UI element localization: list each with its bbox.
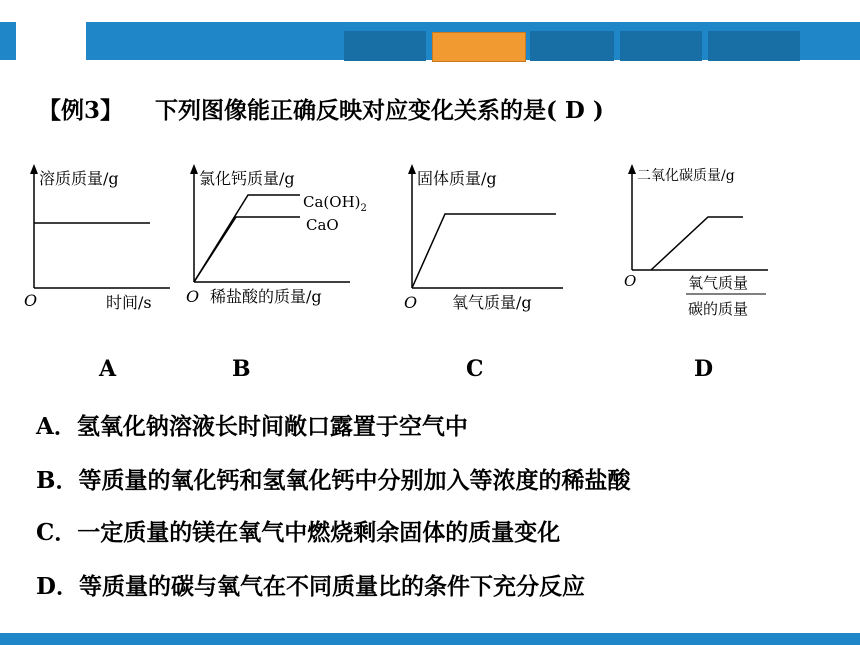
graph-a bbox=[20, 160, 180, 324]
graph-d-svg bbox=[618, 160, 788, 325]
origin-label: O bbox=[404, 293, 418, 312]
graph-d bbox=[618, 160, 788, 329]
question-text: 下列图像能正确反映对应变化关系的是( D ) bbox=[155, 97, 604, 124]
example-label: 【例3】 bbox=[38, 97, 124, 124]
y-axis-arrow bbox=[408, 164, 416, 174]
x-axis-label-numerator: 氧气质量 bbox=[688, 274, 749, 292]
graph-c-svg bbox=[398, 160, 573, 320]
option-d: D．等质量的碳与氧气在不同质量比的条件下充分反应 bbox=[36, 573, 585, 600]
x-axis-label: 时间/s bbox=[106, 293, 152, 312]
curve bbox=[412, 214, 556, 288]
option-c: C．一定质量的镁在氧气中燃烧剩余固体的质量变化 bbox=[36, 519, 561, 546]
header-tab-1[interactable] bbox=[344, 31, 426, 61]
y-axis-arrow bbox=[190, 164, 198, 174]
y-axis-label: 二氧化碳质量/g bbox=[637, 168, 735, 184]
curve-caoh2 bbox=[194, 195, 300, 282]
y-axis-label: 溶质质量/g bbox=[39, 169, 119, 188]
graph-b-svg bbox=[180, 160, 390, 320]
graph-a-svg bbox=[20, 160, 180, 320]
option-a: A．氢氧化钠溶液长时间敞口露置于空气中 bbox=[36, 413, 468, 440]
origin-label: O bbox=[186, 287, 200, 306]
graph-b bbox=[180, 160, 390, 324]
y-axis-arrow bbox=[628, 164, 636, 174]
x-axis-label-denominator: 碳的质量 bbox=[688, 300, 749, 318]
header-tab-2-active[interactable] bbox=[432, 32, 526, 62]
graph-letter-d: D bbox=[694, 356, 714, 382]
option-b: B．等质量的氧化钙和氢氧化钙中分别加入等浓度的稀盐酸 bbox=[36, 467, 631, 494]
x-axis-label: 稀盐酸的质量/g bbox=[210, 287, 322, 306]
curve-cao bbox=[194, 217, 300, 282]
header-tab-3[interactable] bbox=[530, 31, 614, 61]
origin-label: O bbox=[624, 272, 637, 290]
series-label-caoh2: $Ca(OH)_2$ bbox=[303, 193, 367, 214]
question-title bbox=[38, 92, 604, 125]
footer-bar bbox=[0, 633, 860, 645]
graph-letter-a: A bbox=[99, 356, 117, 382]
y-axis-label: 氯化钙质量/g bbox=[199, 169, 295, 188]
header-tab-4[interactable] bbox=[620, 31, 702, 61]
graph-c bbox=[398, 160, 573, 324]
y-axis-arrow bbox=[30, 164, 38, 174]
origin-label: O bbox=[24, 291, 38, 310]
series-label-cao: CaO bbox=[306, 216, 339, 234]
graph-letter-b: B bbox=[232, 356, 251, 382]
header-bar-left bbox=[0, 22, 16, 60]
curve bbox=[651, 217, 743, 270]
graph-letter-c: C bbox=[466, 356, 484, 382]
header-tab-5[interactable] bbox=[708, 31, 800, 61]
y-axis-label: 固体质量/g bbox=[417, 169, 497, 188]
x-axis-label: 氧气质量/g bbox=[452, 293, 532, 312]
